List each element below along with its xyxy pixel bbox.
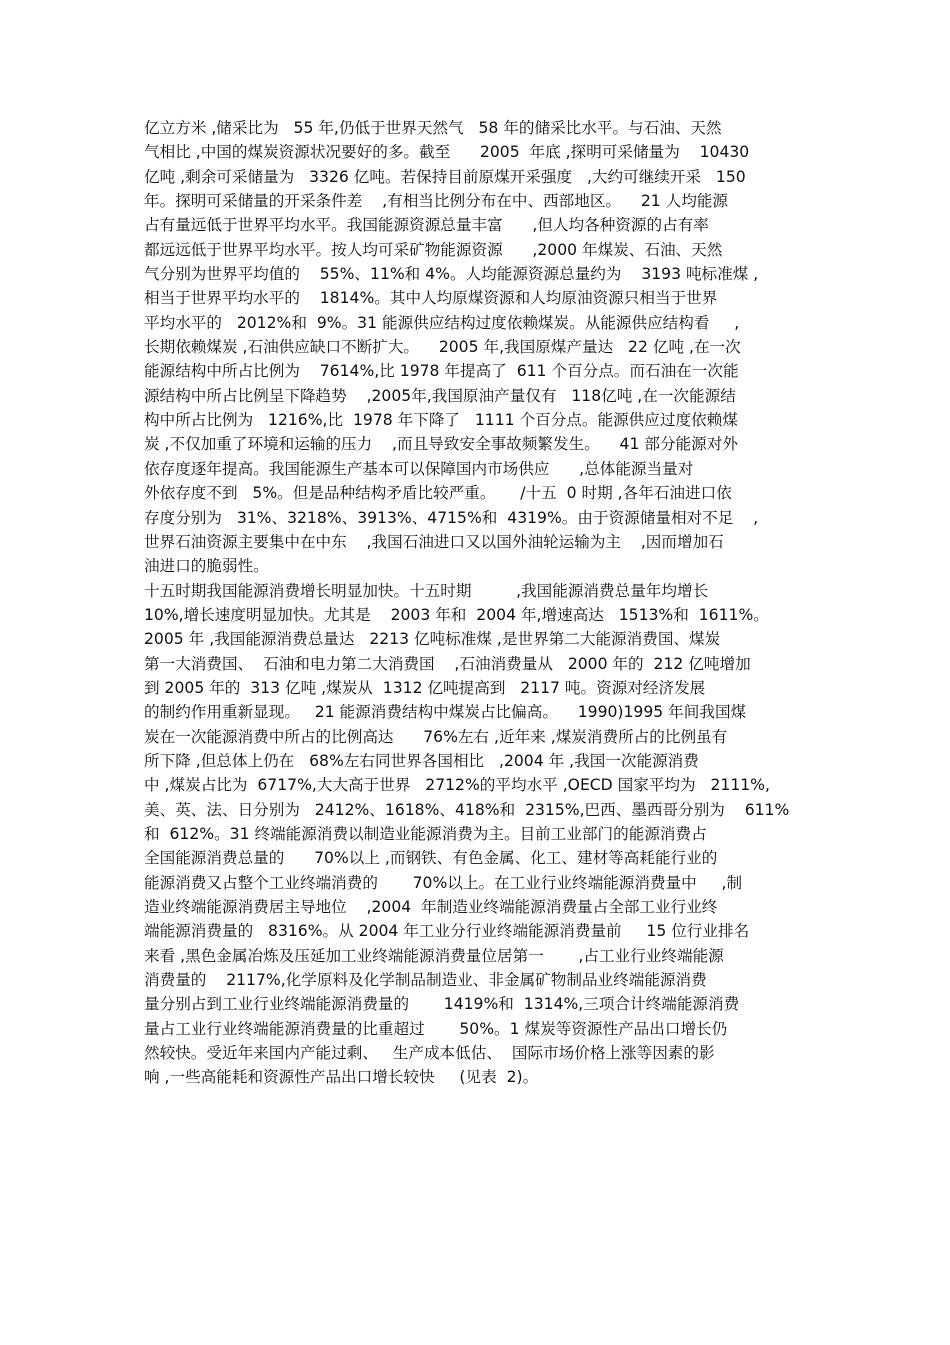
text-line: 量分别占到工业行业终端能源消费量的 1419%和 1314%,三项合计终端能源消费 xyxy=(144,995,740,1014)
text-line: 油进口的脆弱性。 xyxy=(144,557,269,576)
text-line: 炭 ,不仅加重了环境和运输的压力 ,而且导致安全事故频繁发生。 41 部分能源对外 xyxy=(144,435,738,454)
text-line: 构中所占比例为 1216%,比 1978 年下降了 1111 个百分点。能源供应过度依赖煤 xyxy=(144,411,738,430)
text-line: 炭在一次能源消费中所占的比例高达 76%左右 ,近年来 ,煤炭消费所占的比例虽有 xyxy=(144,727,728,746)
text-line: 气相比 ,中国的煤炭资源状况要好的多。截至 2005 年底 ,探明可采储量为 10430 xyxy=(144,143,750,162)
text-line: 量占工业行业终端能源消费量的比重超过 50%。1 煤炭等资源性产品出口增长仍 xyxy=(144,1019,728,1038)
text-line: 外依存度不到 5%。但是品种结构矛盾比较严重。 /十五 0 时期 ,各年石油进口依 xyxy=(144,484,732,503)
text-line: 世界石油资源主要集中在中东 ,我国石油进口又以国外油轮运输为主 ,因而增加石 xyxy=(144,532,724,551)
text-line: 源结构中所占比例呈下降趋势 ,2005年,我国原油产量仅有 118亿吨 ,在一次能源结 xyxy=(144,386,736,405)
text-line: 响 ,一些高能耗和资源性产品出口增长较快 (见表 2)。 xyxy=(144,1068,539,1087)
text-line: 平均水平的 2012%和 9%。31 能源供应结构过度依赖煤炭。从能源供应结构看 , xyxy=(144,313,740,332)
text-line: 十五时期我国能源消费增长明显加快。十五时期 ,我国能源消费总量年均增长 xyxy=(144,581,709,600)
text-line: 能源结构中所占比例为 7614%,比 1978 年提高了 611 个百分点。而石油在一次能 xyxy=(144,362,739,381)
text-line: 10%,增长速度明显加快。尤其是 2003 年和 2004 年,增速高达 1513%和 1611%。 xyxy=(144,605,769,624)
text-line: 亿吨 ,剩余可采储量为 3326 亿吨。若保持目前原煤开采强度 ,大约可继续开采 150 xyxy=(144,167,746,186)
text-line: 2005 年 ,我国能源消费总量达 2213 亿吨标准煤 ,是世界第二大能源消费国、煤炭 xyxy=(144,630,721,649)
text-line: 然较快。受近年来国内产能过剩、 生产成本低估、 国际市场价格上涨等因素的影 xyxy=(144,1044,715,1063)
text-line: 所下降 ,但总体上仍在 68%左右同世界各国相比 ,2004 年 ,我国一次能源消费 xyxy=(144,751,699,770)
text-line: 都远远低于世界平均水平。按人均可采矿物能源资源 ,2000 年煤炭、石油、天然 xyxy=(144,240,723,259)
text-line: 来看 ,黑色金属冶炼及压延加工业终端能源消费量位居第一 ,占工业行业终端能源 xyxy=(144,946,724,965)
text-line: 中 ,煤炭占比为 6717%,大大高于世界 2712%的平均水平 ,OECD 国家平均为 2111%, xyxy=(144,776,770,795)
text-line: 年。探明可采储量的开采条件差 ,有相当比例分布在中、西部地区。 21 人均能源 xyxy=(144,192,729,211)
text-line: 依存度逐年提高。我国能源生产基本可以保障国内市场供应 ,总体能源当量对 xyxy=(144,459,694,478)
text-line: 相当于世界平均水平的 1814%。其中人均原煤资源和人均原油资源只相当于世界 xyxy=(144,289,718,308)
text-line: 亿立方米 ,储采比为 55 年,仍低于世界天然气 58 年的储采比水平。与石油、天然 xyxy=(144,119,722,137)
body-text xyxy=(144,116,824,1090)
text-line: 能源消费又占整个工业终端消费的 70%以上。在工业行业终端能源消费量中 ,制 xyxy=(144,873,743,892)
text-line: 造业终端能源消费居主导地位 ,2004 年制造业终端能源消费量占全部工业行业终 xyxy=(144,898,718,916)
text-line: 长期依赖煤炭 ,石油供应缺口不断扩大。 2005 年,我国原煤产量达 22 亿吨 ,在一次 xyxy=(144,338,741,357)
text-line: 全国能源消费总量的 70%以上 ,而钢铁、有色金属、化工、建材等高耗能行业的 xyxy=(144,849,718,868)
text-line: 美、英、法、日分别为 2412%、1618%、418%和 2315%,巴西、墨西哥分别为 611% xyxy=(144,800,790,819)
text-line: 气分别为世界平均值的 55%、11%和 4%。人均能源资源总量约为 3193 吨标准煤 , xyxy=(144,265,759,284)
text-line: 占有量远低于世界平均水平。我国能源资源总量丰富 ,但人均各种资源的占有率 xyxy=(144,216,709,235)
text-line: 到 2005 年的 313 亿吨 ,煤炭从 1312 亿吨提高到 2117 吨。资源对经济发展 xyxy=(144,678,706,697)
text-line: 端能源消费量的 8316%。从 2004 年工业分行业终端能源消费量前 15 位行业排名 xyxy=(144,922,750,941)
text-line: 和 612%。31 终端能源消费以制造业能源消费为主。目前工业部门的能源消费占 xyxy=(144,824,707,843)
text-line: 的制约作用重新显现。 21 能源消费结构中煤炭占比偏高。 1990)1995 年间我国煤 xyxy=(144,703,747,722)
text-line: 第一大消费国、 石油和电力第二大消费国 ,石油消费量从 2000 年的 212 亿吨增加 xyxy=(144,654,751,673)
text-line: 消费量的 2117%,化学原料及化学制品制造业、非金属矿物制品业终端能源消费 xyxy=(144,971,707,990)
text-line: 存度分别为 31%、3218%、3913%、4715%和 4319%。由于资源储量相对不足 , xyxy=(144,508,759,527)
